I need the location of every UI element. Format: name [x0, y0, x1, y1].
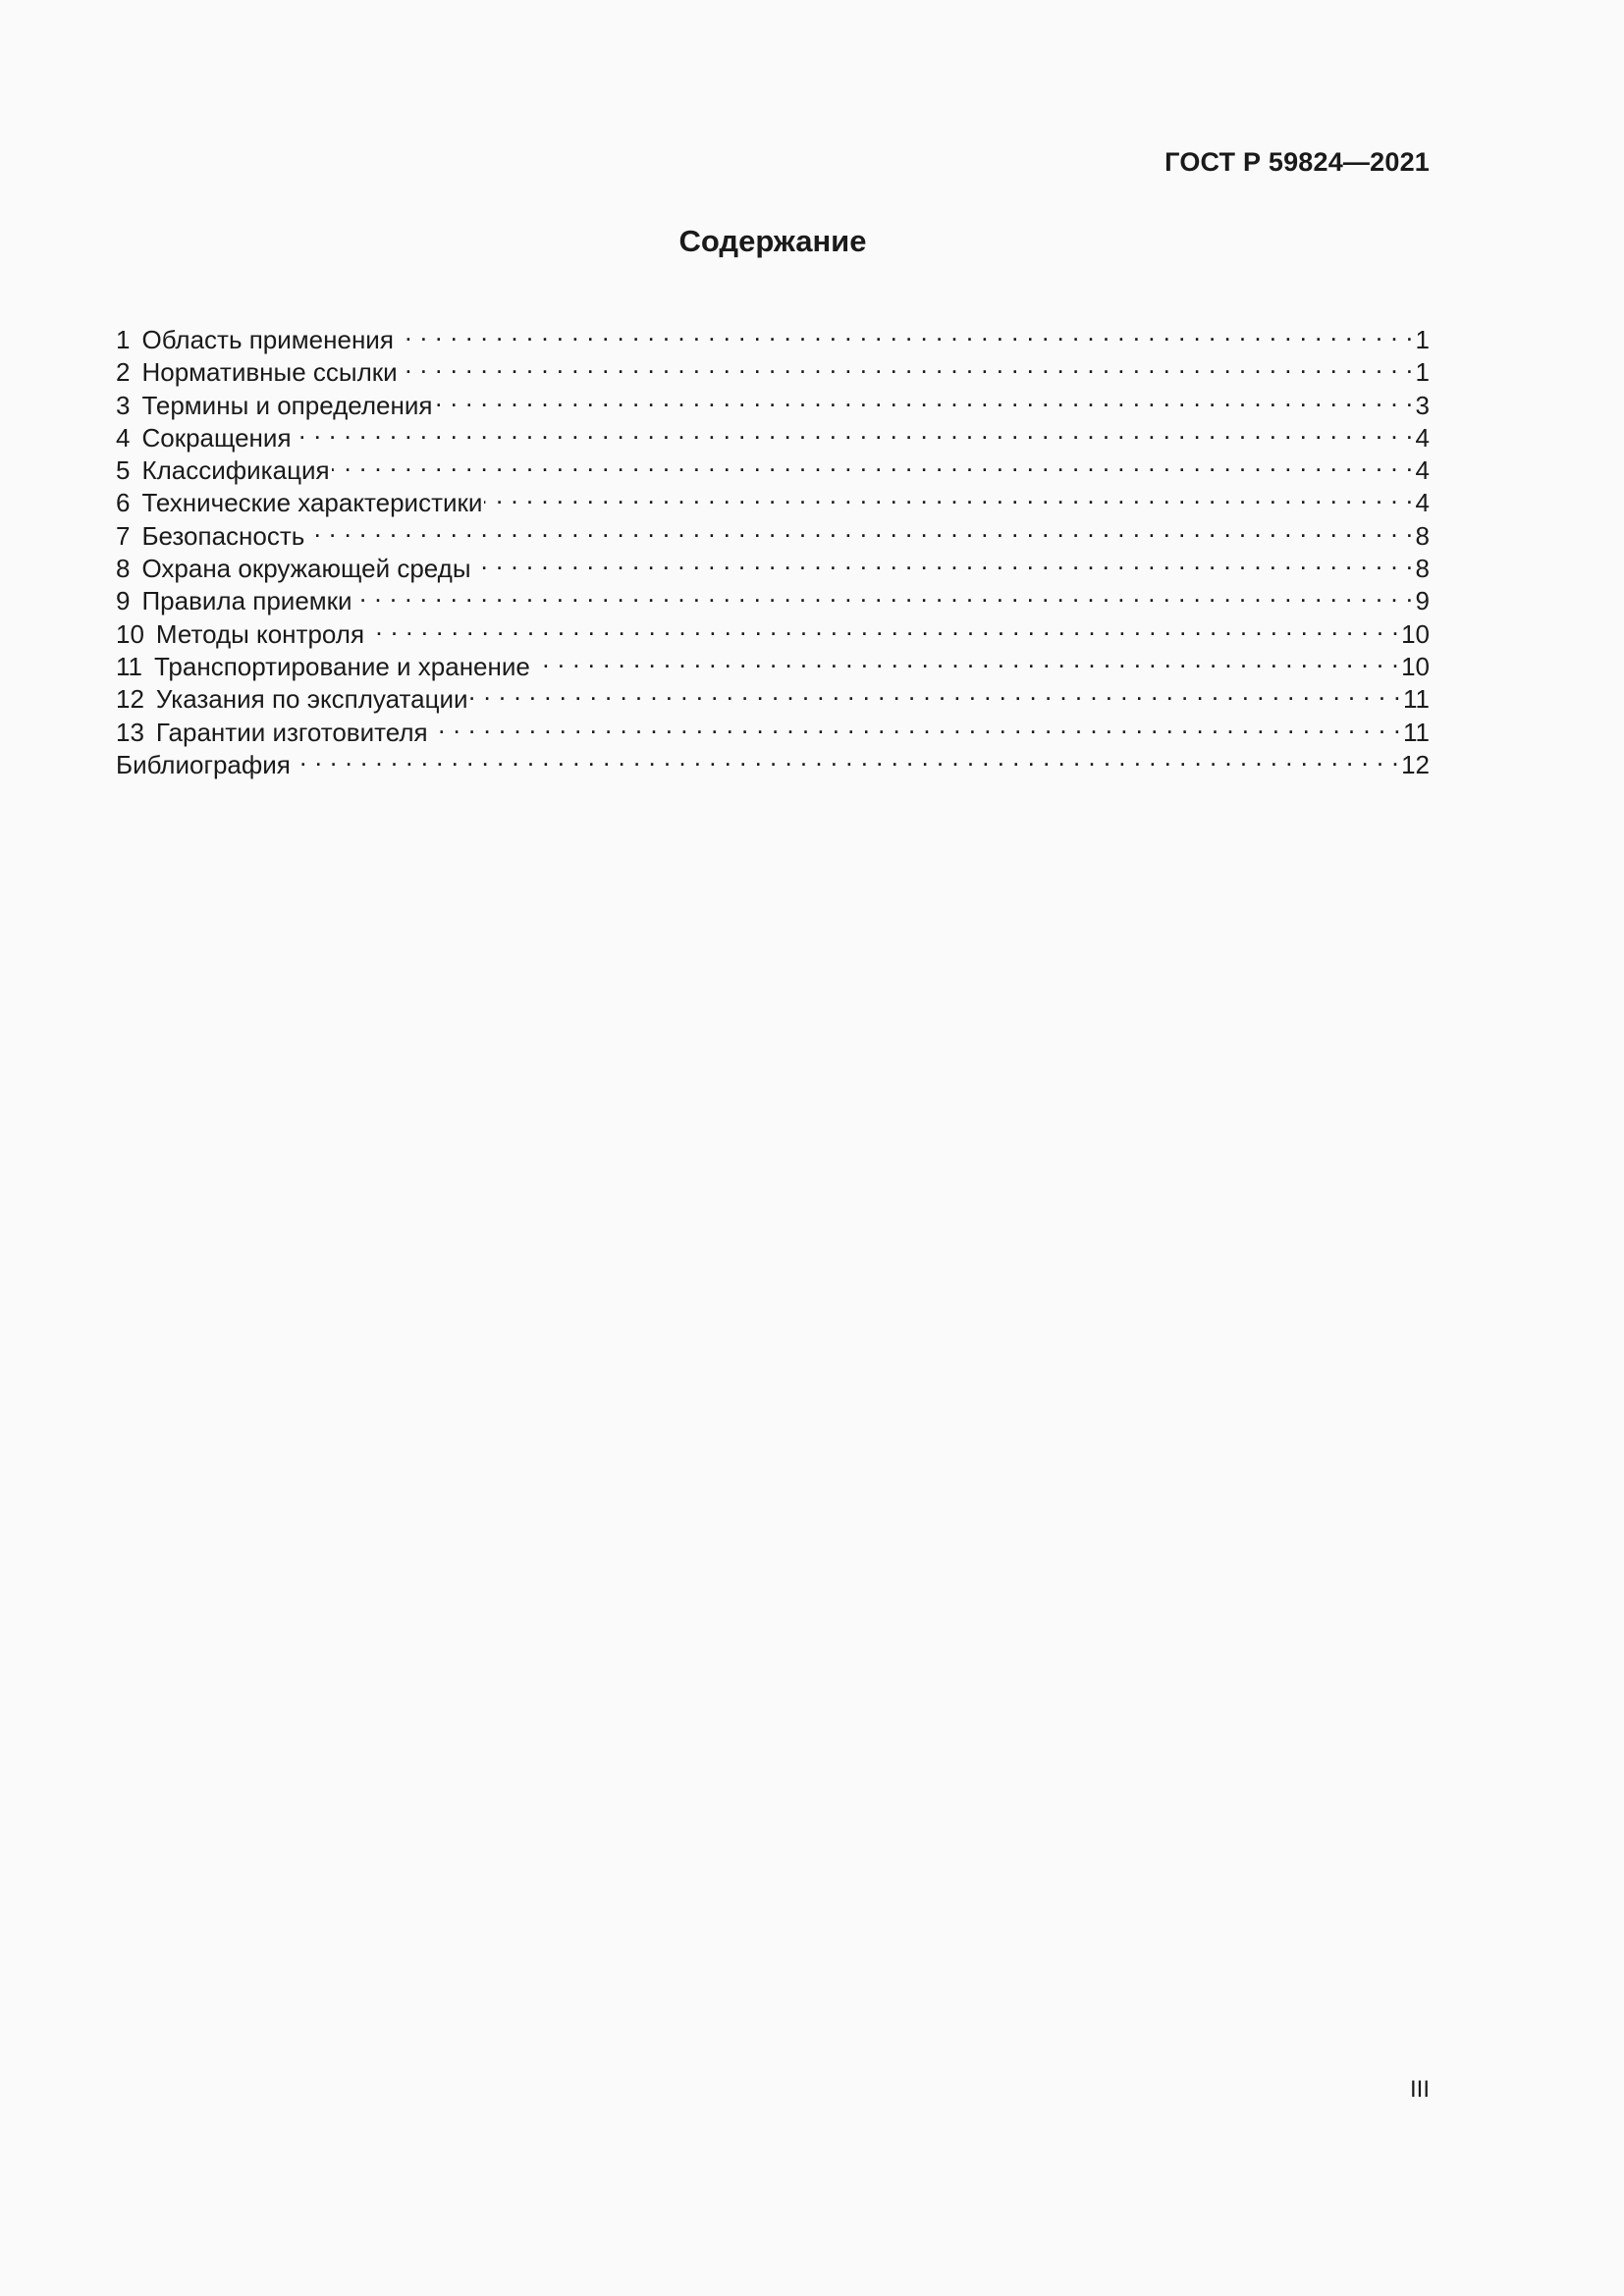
- toc-entry-page: 12: [1401, 749, 1430, 779]
- toc-entry-page: 3: [1415, 390, 1430, 420]
- table-of-contents: [116, 316, 1430, 779]
- toc-leader-dots: [366, 611, 1399, 643]
- toc-entry-bibliography[interactable]: [116, 741, 1430, 779]
- toc-entry-page: 8: [1415, 520, 1430, 551]
- toc-leader-dots: [396, 316, 1414, 348]
- toc-entry-label: Гарантии изготовителя: [155, 717, 428, 747]
- toc-leader-dots: [484, 479, 1413, 511]
- toc-entry-page: 4: [1415, 455, 1430, 486]
- toc-entry-number: 2: [116, 357, 131, 388]
- toc-entry-number: 5: [116, 455, 131, 486]
- toc-leader-dots: [400, 348, 1414, 381]
- toc-entry-number: 1: [116, 325, 131, 354]
- document-code: ГОСТ Р 59824—2021: [1164, 147, 1430, 177]
- toc-entry-number: 4: [116, 422, 131, 453]
- toc-entry[interactable]: [116, 447, 1430, 486]
- toc-leader-dots: [306, 512, 1413, 545]
- toc-leader-dots: [473, 545, 1414, 577]
- toc-entry-number: 12: [116, 684, 144, 715]
- toc-entry-page: 11: [1403, 684, 1430, 715]
- toc-entry-label: Область применения: [141, 325, 394, 354]
- toc-entry-label: Транспортирование и хранение: [154, 651, 530, 681]
- toc-entry-number: 13: [116, 717, 144, 747]
- toc-entry-page: 11: [1403, 717, 1430, 747]
- page-number: III: [1409, 2076, 1430, 2103]
- toc-entry-label: Указания по эксплуатации: [155, 684, 468, 715]
- toc-entry-page: 8: [1415, 554, 1430, 584]
- toc-entry-page: 10: [1401, 651, 1430, 681]
- toc-entry-number: 8: [116, 554, 131, 584]
- toc-entry-label: Сокращения: [141, 422, 292, 453]
- toc-entry-page: 4: [1415, 422, 1430, 453]
- toc-title: Содержание: [678, 224, 867, 258]
- toc-entry-label: Правила приемки: [141, 586, 352, 616]
- toc-entry-number: 3: [116, 390, 131, 420]
- toc-leader-dots: [293, 741, 1399, 774]
- toc-entry-number: 7: [116, 520, 131, 551]
- toc-entry-number: 11: [116, 651, 142, 681]
- toc-entry-label: Библиография: [116, 749, 291, 779]
- toc-entry-label: Технические характеристики: [141, 488, 483, 518]
- toc-leader-dots: [434, 382, 1413, 414]
- toc-leader-dots: [332, 447, 1414, 479]
- toc-leader-dots: [354, 577, 1414, 610]
- toc-leader-dots: [470, 675, 1401, 708]
- toc-leader-dots: [294, 414, 1414, 447]
- toc-entry-label: Безопасность: [141, 520, 305, 551]
- toc-entry-label: Термины и определения: [141, 390, 433, 420]
- toc-entry-page: 9: [1415, 586, 1430, 616]
- toc-leader-dots: [430, 709, 1401, 741]
- toc-entry[interactable]: [116, 545, 1430, 584]
- toc-entry-label: Нормативные ссылки: [141, 357, 398, 388]
- toc-entry-label: Методы контроля: [155, 618, 365, 649]
- toc-entry-number: 6: [116, 488, 131, 518]
- toc-entry-number: 10: [116, 618, 144, 649]
- toc-entry-page: 4: [1415, 488, 1430, 518]
- toc-entry-number: 9: [116, 586, 131, 616]
- toc-entry[interactable]: [116, 316, 1430, 354]
- toc-entry-page: 10: [1401, 618, 1430, 649]
- toc-entry-page: 1: [1415, 357, 1430, 388]
- toc-entry-label: Охрана окружающей среды: [141, 554, 471, 584]
- toc-entry-label: Классификация: [141, 455, 330, 486]
- toc-leader-dots: [532, 643, 1399, 675]
- toc-entry[interactable]: [116, 414, 1430, 453]
- toc-entry[interactable]: [116, 512, 1430, 551]
- toc-entry-page: 1: [1415, 325, 1430, 354]
